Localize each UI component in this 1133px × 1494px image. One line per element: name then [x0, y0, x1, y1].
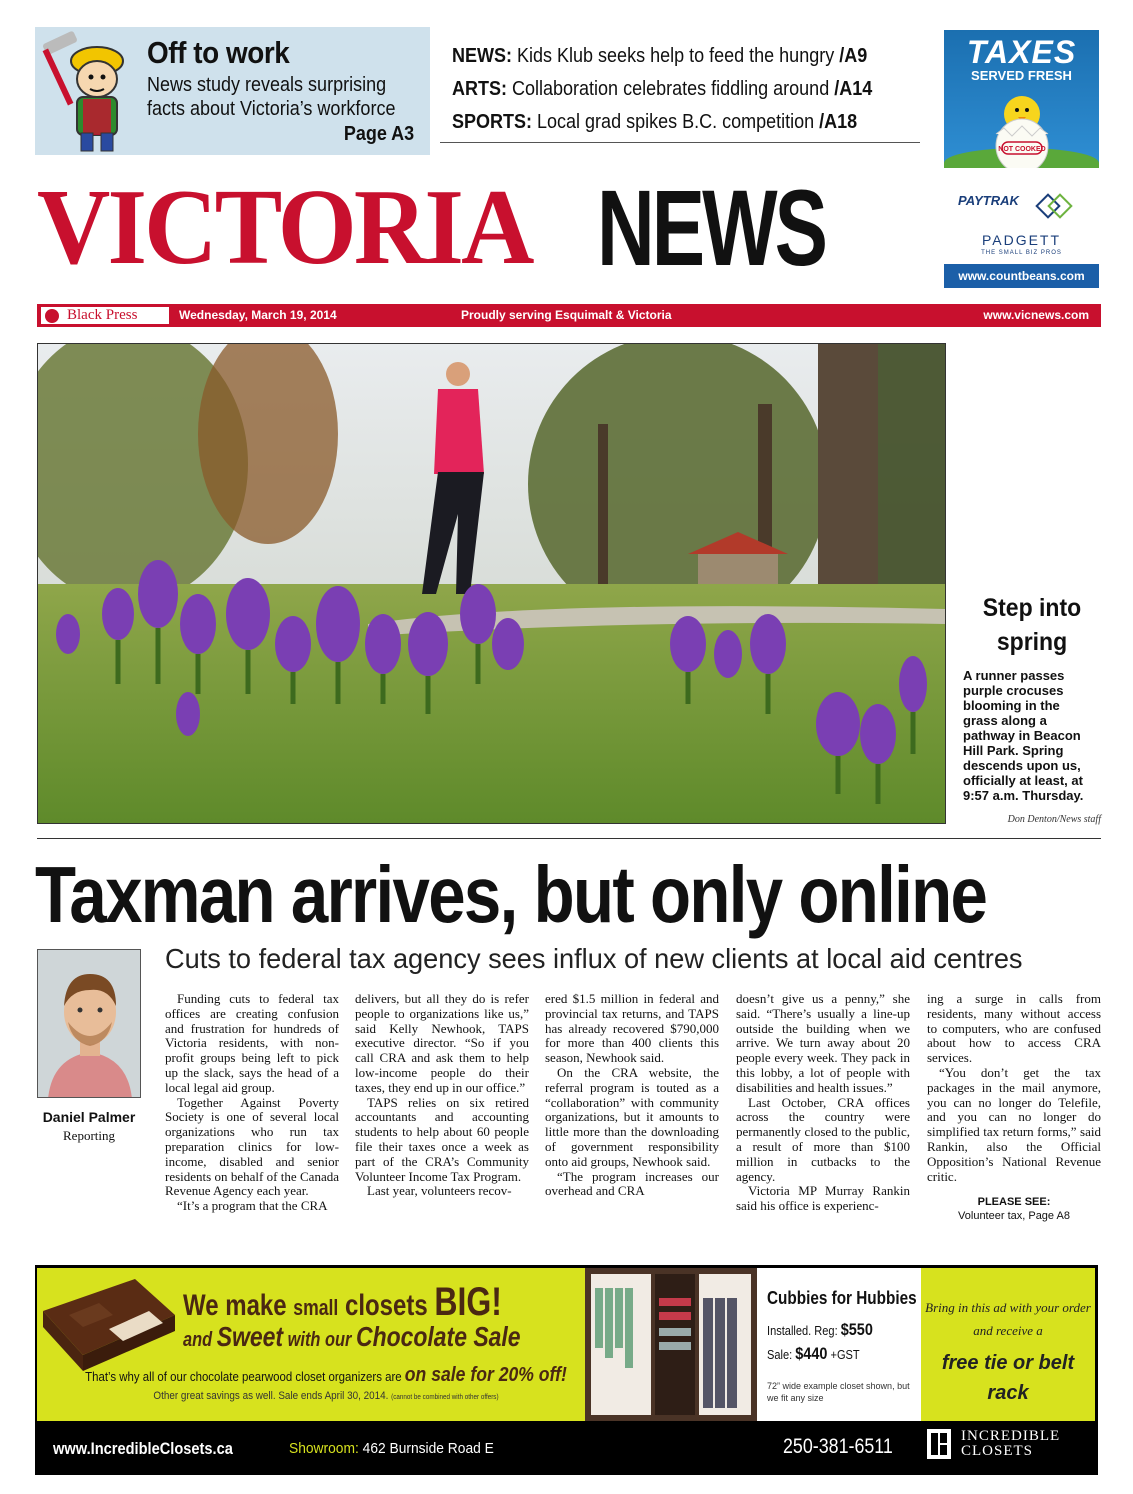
jump-link[interactable]: Volunteer tax, Page A8 — [958, 1210, 1070, 1223]
ad-line-4: Other great savings as well. Sale ends April 30, 2014. (cannot be combined with other offers) — [153, 1390, 499, 1402]
paragraph: ing a surge in calls from residents, many without access to computers, who are confused about how to access CRA services. — [927, 991, 1101, 1066]
padgett-logo-icon — [1032, 192, 1082, 228]
black-press-icon — [45, 309, 59, 323]
author-role: Reporting — [63, 1128, 115, 1143]
paragraph: On the CRA website, the referral program is touted as a “collaboration” with community organizations, but it amounts to little more than the downloading of government responsibility onto aid groups, Newhook said. — [545, 1064, 719, 1169]
photo-caption: A runner passes purple crocuses blooming in the grass along a pathway in Beacon Hill Park. Spring descends upon us, officially at least, at 9:57 a.m. Thursday. — [963, 668, 1084, 803]
chick-in-egg-icon — [984, 84, 1060, 168]
paragraph: “It’s a program that the CRA — [177, 1198, 328, 1214]
black-press-logo: Black Press — [41, 307, 169, 324]
tax-ad-url[interactable]: www.countbeans.com — [944, 264, 1099, 288]
paragraph: “The program increases our overhead and CRA — [545, 1168, 719, 1199]
ad-line-1: We make small closets BIG! — [183, 1280, 502, 1324]
teaser-divider — [440, 142, 920, 143]
gift-panel — [921, 1268, 1095, 1421]
paragraph: Last year, volunteers recov- — [367, 1183, 512, 1199]
paragraph: Funding cuts to federal tax offices are creating confusion and frustration for hundreds of Victoria residents, with non-profit groups being left to pick up the slack, says the head of a local legal aid group. — [165, 991, 339, 1095]
promo-text: News study reveals surprising facts about Victoria’s workforce — [147, 74, 396, 120]
promo-box[interactable] — [35, 27, 430, 155]
closets-ad-footer — [35, 1421, 1098, 1475]
teaser-list — [452, 40, 920, 139]
gift-text: Bring in this ad with your order and receive a — [925, 1300, 1091, 1338]
website-link[interactable]: www.vicnews.com — [983, 308, 1089, 322]
jump-label: PLEASE SEE: — [977, 1196, 1051, 1209]
closets-ad-promo — [37, 1268, 615, 1421]
closet-photo — [585, 1268, 757, 1421]
author-name: Daniel Palmer — [42, 1109, 136, 1125]
masthead-news: NEWS — [597, 167, 825, 288]
story-column-4 — [736, 992, 910, 1214]
tax-ad-stamp: NOT COOKED — [998, 146, 1046, 153]
tagline: Proudly serving Esquimalt & Victoria — [461, 308, 672, 322]
closet-image — [585, 1268, 757, 1421]
closets-phone[interactable]: 250-381-6511 — [783, 1435, 893, 1458]
paytrak-logo: PAYTRAK — [958, 193, 1019, 208]
sale-price: Sale: $440 +GST — [767, 1344, 860, 1363]
teaser-news[interactable]: NEWS: Kids Klub seeks help to feed the hungry /A9 — [452, 45, 868, 67]
teaser-sports[interactable]: SPORTS: Local grad spikes B.C. competition /A18 — [452, 111, 858, 133]
paragraph: Together Against Poverty Society is one of several local organizations who run tax preparation clinics for low-income, disabled and senior residents on behalf of the Canada Revenue Agency each year. — [165, 1094, 339, 1199]
promo-page: Page A3 — [343, 123, 414, 145]
promo-title: Off to work — [147, 35, 290, 70]
ad-line-2: and Sweet with our Chocolate Sale — [183, 1321, 521, 1352]
teaser-arts[interactable]: ARTS: Collaboration celebrates fiddling around /A14 — [452, 78, 873, 100]
paragraph: TAPS relies on six retired accountants and accounting students to help about 60 people file their taxes once a week as part of the CRA’s Community Volunteer Income Tax Program. — [355, 1094, 529, 1184]
closet-note: 72” wide example closet shown, but we fit any size — [767, 1381, 910, 1403]
paragraph: doesn’t give us a penny,” she said. “There’s usually a line-up outside the building when we arrive. We turn away about 20 people every week. They pack in this lobby, a lot of people with disabilities and health issues.” — [736, 991, 910, 1095]
paragraph: Victoria MP Murray Rankin said his office is experienc- — [736, 1183, 910, 1214]
dateline-bar — [37, 304, 1101, 327]
main-headline[interactable]: Taxman arrives, but only online — [35, 850, 987, 939]
photo-credit: Don Denton/News staff — [1007, 814, 1101, 825]
closets-ad[interactable] — [35, 1265, 1098, 1475]
paragraph: delivers, but all they do is refer people to organizations like us,” said Kelly Newhook, TAPS executive director. “So if you call CRA and ask them to help low-income people do their taxes, they end up in our office.” — [355, 991, 529, 1095]
story-column-1 — [165, 992, 339, 1214]
author-photo — [37, 949, 141, 1098]
paragraph: Last October, CRA offices across the country were permanently closed to the public, a result of more than $100 million in cutbacks to the agency. — [736, 1094, 910, 1184]
photo-divider — [37, 838, 1101, 839]
tax-ad-headline: TAXES — [966, 34, 1077, 70]
tax-ad-subhead: SERVED FRESH — [971, 68, 1072, 83]
story-column-5 — [927, 992, 1101, 1222]
tax-ad[interactable] — [944, 30, 1099, 288]
regular-price: Installed. Reg: $550 — [767, 1320, 873, 1339]
showroom-address: Showroom: 462 Burnside Road E — [289, 1440, 494, 1457]
closets-website[interactable]: www.IncredibleClosets.ca — [53, 1439, 233, 1458]
incredible-closets-logo-icon — [927, 1429, 951, 1459]
paragraph: ered $1.5 million in federal and provincial tax returns, and TAPS has already recovered $790,000 for more than 400 clients this season, Newhook said. — [545, 991, 719, 1066]
crocus-runner-photo — [38, 344, 946, 824]
cubbies-title: Cubbies for Hubbies — [767, 1288, 917, 1308]
incredible-closets-logo: INCREDIBLE CLOSETS — [961, 1428, 1061, 1459]
author-portrait-icon — [38, 950, 141, 1098]
ad-line-3: That’s why all of our chocolate pearwood closet organizers are on sale for 20% off! — [85, 1364, 567, 1386]
construction-worker-icon — [35, 27, 143, 155]
tax-ad-sky — [944, 30, 1099, 168]
story-column-2 — [355, 992, 529, 1199]
masthead-victoria: VICTORIA — [37, 168, 532, 287]
gift-offer: free tie or belt rack — [941, 1352, 1075, 1404]
story-column-3 — [545, 992, 719, 1199]
padgett-logo: PADGETT — [981, 232, 1062, 248]
padgett-tagline: THE SMALL BIZ PROS — [981, 250, 1062, 256]
story-deck: Cuts to federal tax agency sees influx of new clients at local aid centres — [165, 943, 1023, 974]
paragraph: “You don’t get the tax packages in the mail anymore, you can no longer do Telefile, and you can no longer do simplified tax return forms,” said Rankin, also the Official Opposition’s National Revenue critic. — [927, 1064, 1101, 1184]
issue-date: Wednesday, March 19, 2014 — [179, 308, 337, 322]
photo-caption-title: Step into spring — [982, 594, 1082, 656]
lead-photo — [37, 343, 946, 824]
cubbies-panel — [757, 1268, 921, 1421]
